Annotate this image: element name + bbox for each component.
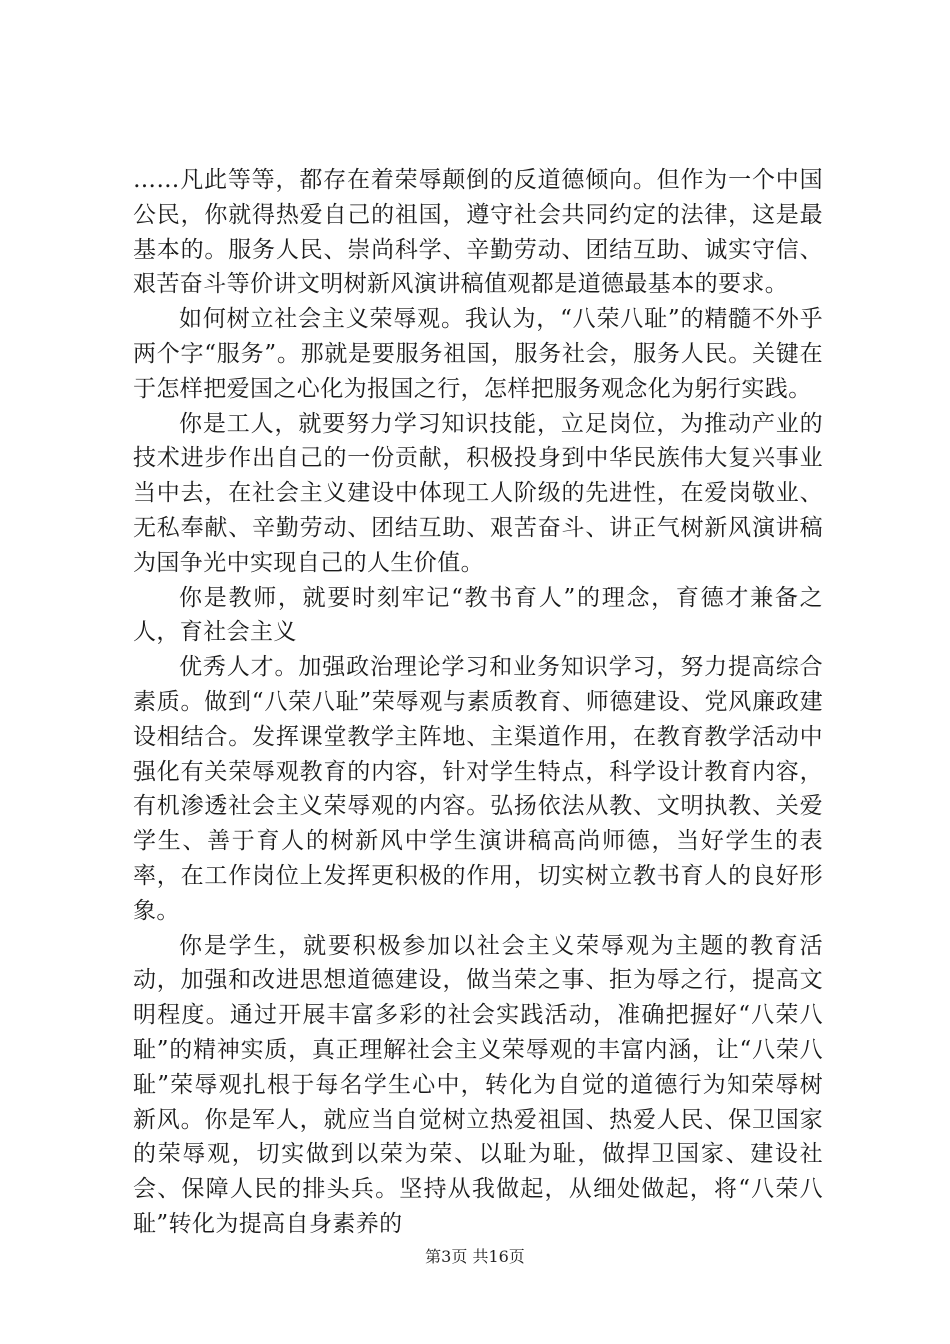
- paragraph-5: 优秀人才。加强政治理论学习和业务知识学习，努力提高综合素质。做到“八荣八耻”荣辱观与素质教育、师德建设、党风廉政建设相结合。发挥课堂教学主阵地、主渠道作用，在教育教学活动中强化有关荣辱观教育的内容，针对学生特点，科学设计教育内容，有机渗透社会主义荣辱观的内容。弘扬依法从教、文明执教、关爱学生、善于育人的树新风中学生演讲稿高尚师德，当好学生的表率，在工作岗位上发挥更积极的作用，切实树立教书育人的良好形象。: [133, 654, 823, 924]
- document-body: [133, 163, 823, 1242]
- page-footer: 第3页 共16页: [425, 1247, 525, 1266]
- paragraph-1: ……凡此等等，都存在着荣辱颠倒的反道德倾向。但作为一个中国公民，你就得热爱自己的祖国，遵守社会共同约定的法律，这是最基本的。服务人民、崇尚科学、辛勤劳动、团结互助、诚实守信、艰苦奋斗等价讲文明树新风演讲稿值观都是道德最基本的要求。: [133, 167, 823, 298]
- paragraph-6: 你是学生，就要积极参加以社会主义荣辱观为主题的教育活动，加强和改进思想道德建设，做当荣之事、拒为辱之行，提高文明程度。通过开展丰富多彩的社会实践活动，准确把握好“八荣八耻”的精神实质，真正理解社会主义荣辱观的丰富内涵，让“八荣八耻”荣辱观扎根于每名学生心中，转化为自觉的道德行为知荣辱树新风。你是军人，就应当自觉树立热爱祖国、热爱人民、保卫国家的荣辱观，切实做到以荣为荣、以耻为耻，做捍卫国家、建设社会、保障人民的排头兵。坚持从我做起，从细处做起，将“八荣八耻”转化为提高自身素养的: [133, 932, 823, 1237]
- paragraph-3: 你是工人，就要努力学习知识技能，立足岗位，为推动产业的技术进步作出自己的一份贡献，积极投身到中华民族伟大复兴事业当中去，在社会主义建设中体现工人阶级的先进性，在爱岗敬业、无私奉献、辛勤劳动、团结互助、艰苦奋斗、讲正气树新风演讲稿为国争光中实现自己的人生价值。: [133, 410, 823, 576]
- paragraph-4: 你是教师，就要时刻牢记“教书育人”的理念，育德才兼备之人，育社会主义: [133, 584, 823, 646]
- paragraph-2: 如何树立社会主义荣辱观。我认为，“八荣八耻”的精髓不外乎两个字“服务”。那就是要服务祖国，服务社会，服务人民。关键在于怎样把爱国之心化为报国之行，怎样把服务观念化为躬行实践。: [133, 306, 823, 402]
